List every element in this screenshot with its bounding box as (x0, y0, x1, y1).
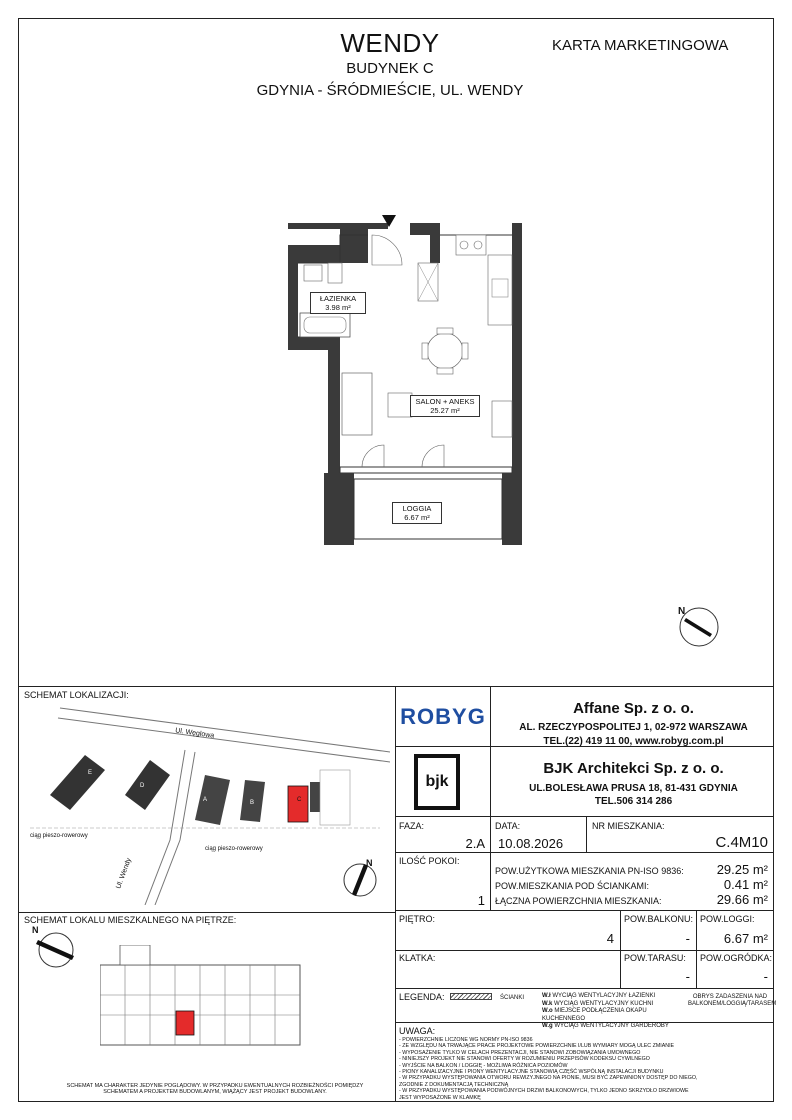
faza-value: 2.A (465, 836, 485, 851)
under-walls-label: POW.MIESZKANIA POD ŚCIANKAMI: (495, 881, 650, 891)
balcony-value: - (685, 931, 690, 946)
building-label-d: D (140, 783, 145, 789)
note-line: - PIONY KANALIZACYJNE I PIONY WENTYLACYJNE STANOWIĄ CZĘŚĆ WSPÓLNĄ INSTALACJI BUDYNKU (399, 1069, 664, 1076)
robyg-logo: ROBYG (400, 704, 486, 729)
path-label: ciąg pieszo-rowerowy (205, 846, 263, 852)
legend-item: W.k WYCIĄG WENTYLACYJNY KUCHNI (542, 1000, 654, 1007)
divider (620, 910, 621, 988)
bathroom-name: ŁAZIENKA (319, 294, 357, 303)
loggia-label: POW.LOGGI: (700, 914, 755, 924)
under-walls-value: 0.41 m² (723, 877, 768, 892)
address: GDYNIA - ŚRÓDMIEŚCIE, UL. WENDY (256, 82, 524, 99)
room-label-living (410, 395, 480, 417)
divider (395, 816, 774, 817)
rooms-value: 1 (477, 893, 485, 908)
divider (586, 816, 587, 852)
living-area: 25.27 m² (430, 406, 460, 415)
legend-walls: ŚCIANKI (500, 995, 525, 1001)
compass-label: N (366, 858, 373, 868)
note-line: - W PRZYPADKU WYSTĘPOWANIA OTWORU REWIZYJNEGO NA PIONIE, MUSI BYĆ ZAPEWNIONY DOSTĘP DO NIEGO, ZGODNIE Z DOKUMENTACJĄ TECHNICZNĄ (399, 1075, 698, 1088)
path-label: ciąg pieszo-rowerowy (30, 833, 88, 839)
terrace-label: POW.TARASU: (624, 953, 686, 963)
notes-title: UWAGA: (399, 1026, 436, 1036)
floor-value: 4 (606, 931, 614, 946)
floor-scheme-title: SCHEMAT LOKALU MIESZKALNEGO NA PIĘTRZE: (24, 915, 237, 925)
note-line: - W PRZYPADKU WYSTĘPOWANIA PODWÓJNYCH DRZWI BALKONOWYCH, TYLKO JEDNO SKRZYDŁO DRZWIOWE JEST WYPOSAŻONE W KLAMKĘ (399, 1088, 689, 1101)
divider (490, 816, 491, 910)
legend-items (542, 993, 682, 1031)
floor-scheme-map (100, 945, 310, 1055)
terrace-value: - (685, 969, 690, 984)
nr-value: C.4M10 (715, 834, 768, 851)
total-area-label: ŁĄCZNA POWIERZCHNIA MIESZKANIA: (495, 896, 662, 906)
room-label-loggia (392, 502, 442, 524)
walls-swatch (450, 993, 492, 1000)
legend-item: W.ł WYCIĄG WENTYLACYJNY ŁAZIENKI (542, 993, 656, 999)
compass-icon (340, 860, 380, 900)
divider (18, 912, 395, 913)
legend-item: W.g WYCIĄG WENTYLACYJNY GARDEROBY (542, 1023, 669, 1029)
note-line: - ZE WZGLĘDU NA TRWAJĄCE PRACE PROJEKTOWE POWIERZCHNIE I/LUB WYMIARY MOGĄ ULEC ZMIANIE (399, 1043, 675, 1050)
building-name: BUDYNEK C (346, 60, 434, 77)
loggia-value: 6.67 m² (723, 931, 768, 946)
street-label-weglowa: Ul. Węglowa (174, 727, 215, 740)
project-title: WENDY (340, 28, 440, 58)
bathroom-area: 3.98 m² (325, 303, 351, 312)
loggia-name: LOGGIA (402, 504, 432, 513)
living-name: SALON + ANEKS (415, 397, 475, 406)
usable-area-label: POW.UŻYTKOWA MIESZKANIA PN-ISO 9836: (495, 866, 684, 876)
bjk-address: UL.BOLESŁAWA PRUSA 18, 81-431 GDYNIA (529, 783, 738, 794)
data-value: 10.08.2026 (498, 836, 564, 851)
compass-label: N (32, 925, 39, 935)
floor-scheme-disclaimer: SCHEMAT MA CHARAKTER JEDYNIE POGLĄDOWY. W PRZYPADKU EWENTUALNYCH ROZBIEŻNOŚCI POMIĘDZY SCHEMATEM A PROJEKTEM BUDOWLANYM, WIĄŻĄCY JEST PROJEKT BUDOWLANY. (66, 1083, 364, 1095)
bjk-contact: TEL.506 314 286 (594, 796, 673, 807)
building-label-a: A (203, 797, 208, 803)
compass-label: N (678, 606, 686, 617)
staircase-label: KLATKA: (399, 953, 436, 963)
nr-label: NR MIESZKANIA: (592, 821, 665, 831)
building-label-c: C (297, 797, 302, 803)
street-label-wendy: Ul. Wendy (115, 857, 133, 890)
rooms-label: ILOŚĆ POKOI: (399, 856, 460, 866)
location-map (30, 700, 390, 905)
robyg-name: Affane Sp. z o. o. (573, 700, 694, 717)
divider (490, 686, 491, 816)
usable-area-value: 29.25 m² (716, 862, 768, 877)
note-line: - NINIEJSZY PROJEKT NIE STANOWI OFERTY W ROZUMIENIU PRZEPISÓW KODEKSU CYWILNEGO (399, 1056, 650, 1063)
divider (395, 686, 396, 1102)
robyg-address: AL. RZECZYPOSPOLITEJ 1, 02-972 WARSZAWA (519, 722, 748, 733)
note-line: - WYJŚCIE NA BALKON / LOGGIĘ - MOŻLIWA RÓŻNICA POZIOMÓW (399, 1062, 568, 1069)
bjk-logo (414, 754, 460, 810)
bjk-name: BJK Architekci Sp. z o. o. (543, 760, 724, 777)
note-line: - WYPOSAŻENIE TYLKO W CELACH PREZENTACJI, NIE STANOWI ZOBOWIĄZANIA UMOWNEGO (399, 1049, 641, 1056)
garden-label: POW.OGRÓDKA: (700, 953, 773, 963)
legend-item: W.o MIEJSCE PODŁĄCZENIA OKAPU KUCHENNEGO (542, 1008, 647, 1022)
legend-outline: OBRYS ZADASZENIA NAD BALKONEM/LOGGIĄ/TARASEM (688, 994, 777, 1007)
faza-label: FAZA: (399, 821, 425, 831)
divider (395, 910, 774, 911)
floor-label: PIĘTRO: (399, 914, 436, 924)
bjk-logo-text: bjk (418, 758, 456, 806)
location-title: SCHEMAT LOKALIZACJI: (24, 690, 129, 700)
divider (395, 988, 774, 989)
apartment-floor-plan (280, 205, 550, 550)
card-type: KARTA MARKETINGOWA (552, 37, 729, 54)
balcony-label: POW.BALKONU: (624, 914, 694, 924)
note-line: - POWIERZCHNIE LICZONE WG NORMY PN-ISO 9836 (399, 1037, 533, 1043)
notes-list (399, 1037, 699, 1101)
divider (696, 910, 697, 988)
divider (395, 950, 774, 951)
garden-value: - (763, 969, 768, 984)
robyg-contact: TEL.(22) 419 11 00, www.robyg.com.pl (543, 736, 724, 747)
legend-title: LEGENDA: (399, 992, 445, 1002)
building-label-e: E (88, 770, 93, 776)
divider (395, 852, 774, 853)
loggia-area: 6.67 m² (404, 513, 430, 522)
total-area-value: 29.66 m² (716, 892, 768, 907)
data-label: DATA: (495, 821, 521, 831)
divider (18, 686, 774, 687)
building-label-b: B (250, 800, 255, 806)
room-label-bathroom (310, 292, 366, 314)
